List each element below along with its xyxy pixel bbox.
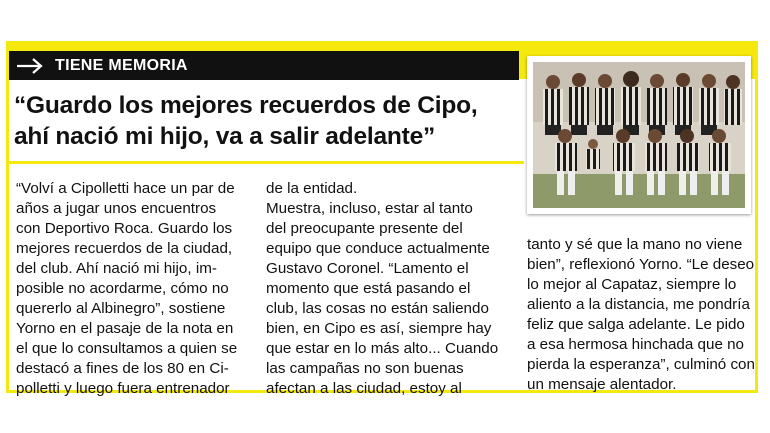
headline-line: “Guardo los mejores recuerdos de Cipo, <box>14 92 478 119</box>
article-text-line: tanto y sé que la mano no viene <box>527 236 743 253</box>
team-photo <box>527 56 751 214</box>
article-text-line: aliento a la distancia, me pondría <box>527 296 750 313</box>
article-text-line: pierda la esperanza”, culminó con <box>527 356 755 373</box>
article-text-line: destacó a fines de los 80 en Ci- <box>16 360 229 377</box>
article-text-line: bien, en Cipo es así, siempre hay <box>266 320 492 337</box>
article-text-line: el que lo consultamos a quien se <box>16 340 238 357</box>
article-text-line: “Volví a Cipolletti hace un par de <box>16 180 235 197</box>
article-text-line: Muestra, incluso, estar al tanto <box>266 200 473 217</box>
section-label: TIENE MEMORIA <box>55 56 188 74</box>
headline-line: ahí nació mi hijo, va a salir adelante” <box>14 123 436 150</box>
article-column-2 <box>266 179 508 399</box>
article-text-line: posible no acordarme, cómo no <box>16 280 229 297</box>
article-text-line: quererlo al Albinegro”, sostiene <box>16 300 226 317</box>
article-text-line: las campañas no son buenas <box>266 360 464 377</box>
article-text-line: momento que está pasando el <box>266 280 471 297</box>
article-text-line: Gustavo Coronel. “Lamento el <box>266 260 469 277</box>
team-photo-image <box>533 62 745 208</box>
article-column-1 <box>16 179 248 399</box>
article-text-line: años a jugar unos encuentros <box>16 200 217 217</box>
article-column-3 <box>527 235 755 395</box>
article-text-line: mejores recuerdos de la ciudad, <box>16 240 233 257</box>
article-text-line: de la entidad. <box>266 180 358 197</box>
headline <box>14 90 519 152</box>
arrow-right-icon <box>15 56 45 76</box>
article-text-line: con Deportivo Roca. Guardo los <box>16 220 233 237</box>
article-text-line: del club. Ahí nació mi hijo, im- <box>16 260 217 277</box>
article-text-line: club, las cosas no están saliendo <box>266 300 489 317</box>
article-text-line: equipo que conduce actualmente <box>266 240 490 257</box>
article-text-line: Yorno en el pasaje de la nota en <box>16 320 234 337</box>
article-text-line: del preocupante presente del <box>266 220 463 237</box>
section-tag <box>9 51 519 80</box>
article-text-line: afectan a las ciudad, estoy al <box>266 380 462 397</box>
article-text-line: feliz que salga adelante. Le pido <box>527 316 745 333</box>
article-text-line: lo mejor al Capataz, siempre lo <box>527 276 737 293</box>
article-text-line: polletti y luego fuera entrenador <box>16 380 230 397</box>
article-text-line: bien”, reflexionó Yorno. “Le deseo <box>527 256 755 273</box>
divider <box>9 161 524 164</box>
article-text-line: a esa hermosa hinchada que no <box>527 336 745 353</box>
article-text-line: un mensaje alentador. <box>527 376 677 393</box>
article-text-line: que estar en lo más alto... Cuando <box>266 340 499 357</box>
